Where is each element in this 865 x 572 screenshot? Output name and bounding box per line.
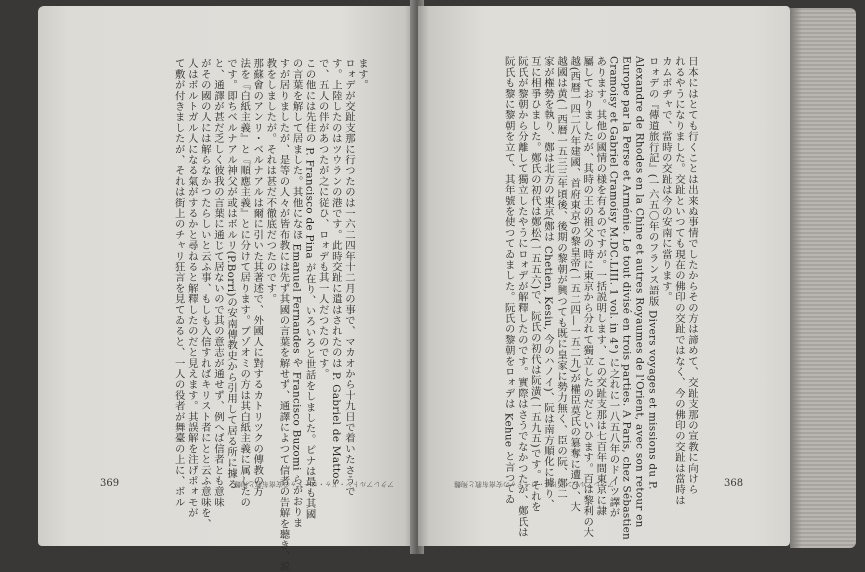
right-running-head: アクレアルトン・ドゥ・ロードゥの安南布教と殉難	[454, 480, 615, 488]
left-page-line: がその國の人には解らなかつたらしいと云ふ事、もしも入信すればキリスト者にとと云ふ意味を、	[198, 58, 211, 529]
left-page-line: で、五人の伴があつたが之に従ひ、ロォデも其一人だつたのです。	[316, 58, 329, 379]
right-page-line: 家が権勢を執り、鄭は北方の東京(鄭は Chetien, Kesiu, 今のハノイ)、阮は南方順化に據り、	[541, 56, 554, 510]
right-page-line: れるやうになりました。交趾といつても現在の佛印の交趾ではなく、今の佛印の交趾は當時は	[672, 56, 685, 506]
left-page-line: 那蘇會のアンリ・ベルナアルは爾に引いた其著述で、外國人に對するカトリツクの傳教の方	[251, 58, 264, 497]
left-page-line: 教をしましたが。それは甚だ不徹底だつたのです。	[264, 58, 277, 305]
right-page-line: 越(西暦一四二八年建國、首府東京)の黎皇帝(一五二四—一五二九)が權臣莫氏の簒奪に遭ひ、大	[568, 56, 581, 513]
right-page-line: 日本にはとても行くことは出来ぬ事情でしたからその方は諦めて、交趾支那の宣教に向けら	[686, 56, 698, 495]
left-page-line: ます。	[356, 58, 368, 91]
right-page-line: Alexandre de Rhodes en la Chine et autres Royaumes de l'Orient, avec son retour en	[633, 56, 646, 528]
right-page-line: 阮氏が黎朝から分離して獨立したやうにロォデが解釋したのです。實際はさうでなかつたが、鄭氏は	[515, 56, 528, 538]
right-page-line: 越國は黄(一西暦一五三三年頃後、後期の黎朝が興つても既に皇家に勢力無く、臣の阮、鄭二	[555, 56, 568, 500]
right-page	[418, 6, 790, 546]
right-page-line: カムボヂャで、當時の交趾は今の安南に當ります。	[659, 56, 672, 303]
left-page-line: すが居りましたが、是等の人々が皆布教には先ず其國の言葉を解せず、通譯によつて信者の告解を聽き、説	[277, 58, 290, 572]
right-page-line: ロォデの『傳道旅行記』(一六五〇年のフランス語版 Divers voyages et missions du P.	[646, 56, 659, 490]
right-page-line: Europe par la Perse et Arménie. Le tout divisé en trois parties. A Paris, chez Sébastien	[620, 56, 633, 541]
right-page-number: 368	[724, 478, 744, 489]
left-page-line: です。即ちベルナアル神父が或はボルリ(P.Borri)の安南傳教史から引用して居る所に據る	[225, 58, 238, 490]
right-page-line: 互に相爭ひました。鄭氏の初代は鄭松(一五五六)で、阮氏の初代は阮潢(一五九五)です。それを	[528, 56, 541, 513]
left-page-line: て敷が付きましたが、それは街上のチャリ狂言を見てゐると、一人の役者が舞臺の上に、ボル	[172, 58, 185, 508]
left-page-line: この他には先住の P. Francisco de Pina が在り、いろいろと世話をしました。ピナは最も其國	[303, 58, 316, 520]
left-page-number: 369	[100, 478, 120, 489]
right-page-line: 屬しておりましたが、其時の王の祖父の時に東京から分れて獨立したのだといひます。百は黎利の大	[581, 56, 594, 538]
left-page-line: の言葉を解して居ました。其他になほ Emanuel Fernandes や Francisco Buzomi らがおりま	[290, 58, 303, 528]
left-page-line: 法を『白紙主義』と『順應主義』とに分けて居ります。ブゾオミの方は其白紙主義に属したの	[238, 58, 251, 508]
right-page-line: Cramoisy et Gabriel Cramoisy M.DC.LIII. 1 vol. in 4°) に之れに一八五八年のドイツ譯が	[607, 56, 620, 519]
right-page-line: 阮氏も黎に黎朝を立て、其年號を使つてゐました。阮氏の黎朝をロォデは Kehue と言つてゐ	[502, 56, 515, 505]
left-page-line: ロォデが交趾支那に行つたのは一六二四年十二月の事で、マカオから十九日で着いたさうで	[342, 58, 355, 497]
left-running-head: アクレアルトン・ドゥ・ロードゥの安南布教と殉難	[234, 480, 395, 488]
right-page-line: あります。其他の國情の様を有るのですが。一括説明します、この交趾支那は七百年間東京に隷	[594, 56, 607, 517]
left-page-line: す。上陸したのはツウランの港です。此時交趾に遣はされたのは P. Gabriel de Mattos	[329, 58, 342, 485]
page-edges-shadow	[790, 8, 802, 548]
left-page-line: 人はボルトガル人になる氣がするかと尋ねると解釋したのだと見えます。其誤解を注げポォモが	[185, 58, 198, 519]
left-page	[38, 6, 416, 572]
left-page-line: と、通譯が甚だ乏しく彼我の言葉に通じて居ないので其の意志が通せず、例へば信者とも意味	[211, 58, 224, 508]
